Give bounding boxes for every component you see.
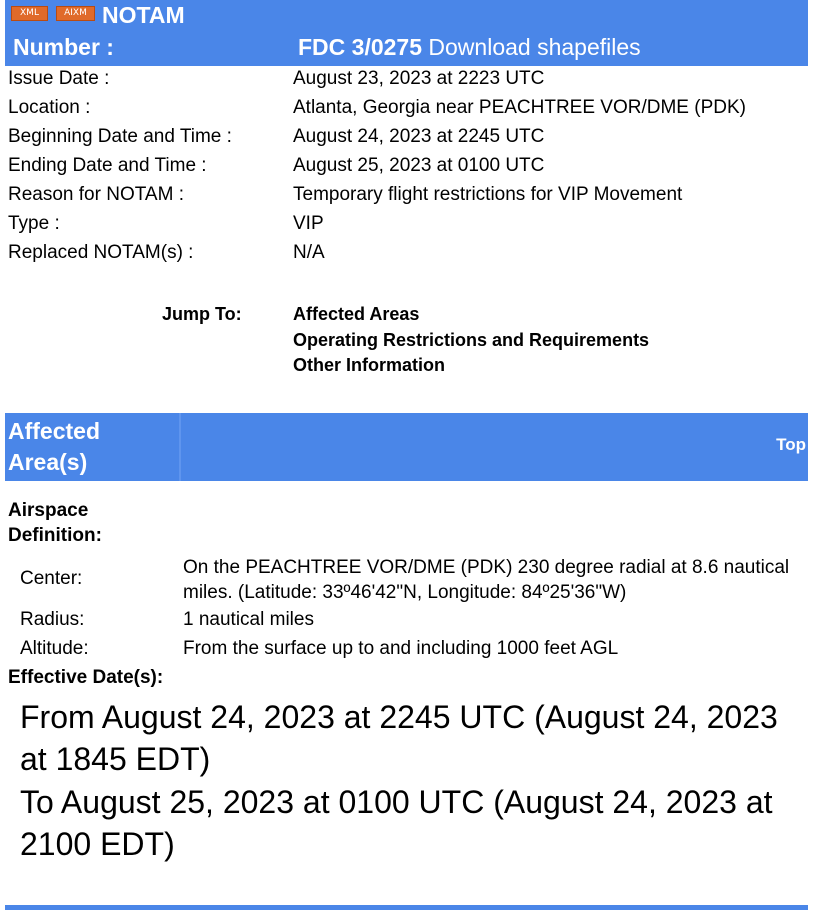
issue-date-value: August 23, 2023 at 2223 UTC	[293, 68, 545, 89]
radius-value: 1 nautical miles	[183, 609, 314, 630]
top-link[interactable]: Top	[776, 435, 806, 454]
type-label: Type :	[8, 213, 60, 234]
jump-to-label: Jump To:	[162, 304, 242, 324]
jump-affected-areas-link[interactable]: Affected Areas	[293, 304, 420, 324]
notam-header	[5, 0, 808, 66]
replaced-notam-value: N/A	[293, 242, 325, 263]
beginning-date-value: August 24, 2023 at 2245 UTC	[293, 126, 545, 147]
location-value: Atlanta, Georgia near PEACHTREE VOR/DME (PDK)	[293, 97, 746, 118]
effective-to: To August 25, 2023 at 0100 UTC (August 24, 2023 at 2100 EDT)	[20, 784, 773, 862]
notam-number: FDC 3/0275	[298, 34, 423, 60]
issue-date-label: Issue Date :	[8, 68, 110, 89]
number-value	[298, 34, 641, 61]
radius-label: Radius:	[20, 609, 85, 630]
ending-date-label: Ending Date and Time :	[8, 155, 207, 176]
effective-dates-heading: Effective Date(s):	[8, 667, 164, 688]
affected-areas-title: Affected Area(s)	[8, 418, 101, 475]
jump-other-information-link[interactable]: Other Information	[293, 355, 445, 375]
download-shapefiles-link[interactable]: Download shapefiles	[428, 34, 641, 60]
affected-areas-header	[5, 413, 808, 481]
center-value: On the PEACHTREE VOR/DME (PDK) 230 degree radial at 8.6 nautical miles. (Latitude: 33º46'42"N, Longitude: 84º25'36"W)	[183, 557, 790, 603]
beginning-date-label: Beginning Date and Time :	[8, 126, 232, 147]
xml-icon[interactable]: XML	[11, 6, 48, 21]
reason-value: Temporary flight restrictions for VIP Movement	[293, 184, 683, 205]
type-value: VIP	[293, 213, 324, 234]
altitude-label: Altitude:	[20, 638, 89, 659]
replaced-notam-label: Replaced NOTAM(s) :	[8, 242, 194, 263]
next-section-band	[5, 905, 808, 910]
reason-label: Reason for NOTAM :	[8, 184, 184, 205]
altitude-value: From the surface up to and including 1000 feet AGL	[183, 638, 619, 659]
center-label: Center:	[20, 568, 83, 589]
airspace-definition-heading: Airspace Definition:	[8, 500, 102, 546]
ending-date-value: August 25, 2023 at 0100 UTC	[293, 155, 545, 176]
location-label: Location :	[8, 97, 91, 118]
aixm-icon[interactable]: AIXM	[56, 6, 95, 21]
jump-operating-restrictions-link[interactable]: Operating Restrictions and Requirements	[293, 330, 650, 350]
effective-from: From August 24, 2023 at 2245 UTC (August 24, 2023 at 1845 EDT)	[20, 699, 778, 777]
number-label: Number :	[13, 34, 114, 60]
notam-title: NOTAM	[102, 2, 185, 28]
section-divider	[179, 413, 181, 481]
